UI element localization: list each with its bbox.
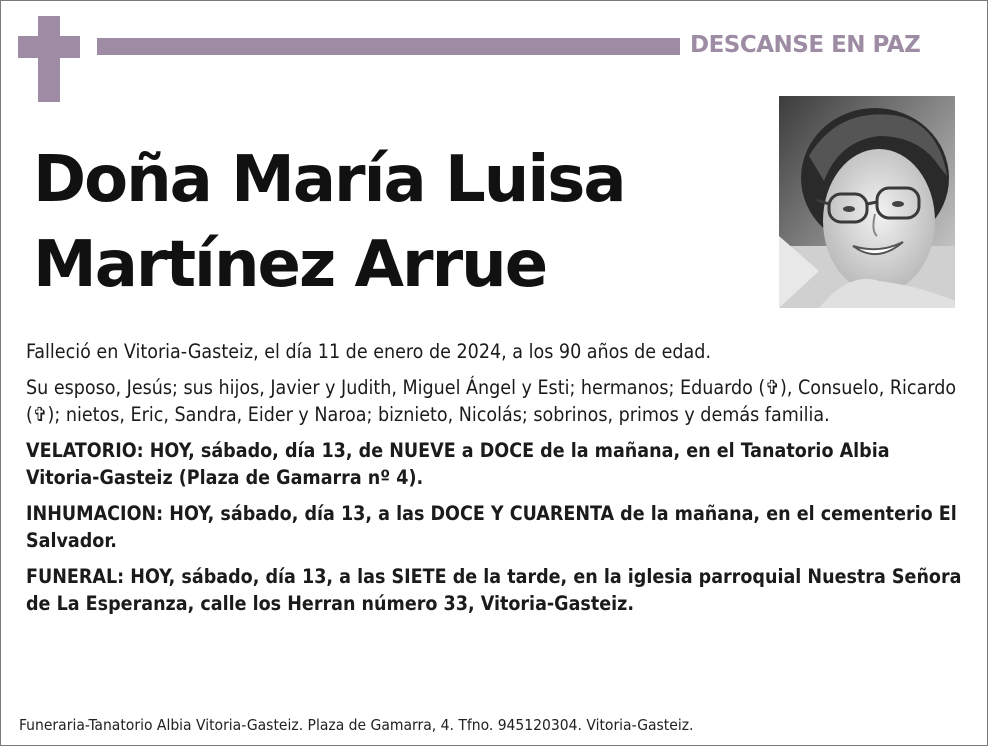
header-label: DESCANSE EN PAZ — [690, 32, 921, 58]
family-notice: Su esposo, Jesús; sus hijos, Javier y Judith, Miguel Ángel y Esti; hermanos; Eduardo (✞), Consuelo, Ricardo (✞); nietos, Eric, Sandra, Eider y Naroa; biznieto, Nicolás; sobrinos, primos y demás familia. — [26, 376, 957, 426]
wake-notice: VELATORIO: HOY, sábado, día 13, de NUEVE a DOCE de la mañana, en el Tanatorio Albia Vitoria-Gasteiz (Plaza de Gamarra nº 4). — [26, 439, 890, 489]
deceased-photo — [779, 96, 955, 308]
deceased-name-line1: Doña María Luisa — [33, 143, 625, 217]
funeral-home-footer: Funeraria-Tanatorio Albia Vitoria-Gasteiz. Plaza de Gamarra, 4. Tfno. 945120304. Vitoria-Gasteiz. — [19, 716, 694, 734]
death-notice: Falleció en Vitoria-Gasteiz, el día 11 de enero de 2024, a los 90 años de edad. — [26, 340, 712, 363]
funeral-notice: FUNERAL: HOY, sábado, día 13, a las SIETE de la tarde, en la iglesia parroquial Nuestra Señora de La Esperanza, calle los Herran número 33, Vitoria-Gasteiz. — [26, 565, 962, 615]
deceased-name-line2: Martínez Arrue — [33, 228, 547, 302]
burial-notice: INHUMACION: HOY, sábado, día 13, a las DOCE Y CUARENTA de la mañana, en el cementerio El Salvador. — [26, 502, 957, 552]
deceased-name — [33, 138, 733, 308]
notice-body — [26, 338, 966, 626]
header-divider-bar — [97, 38, 680, 55]
